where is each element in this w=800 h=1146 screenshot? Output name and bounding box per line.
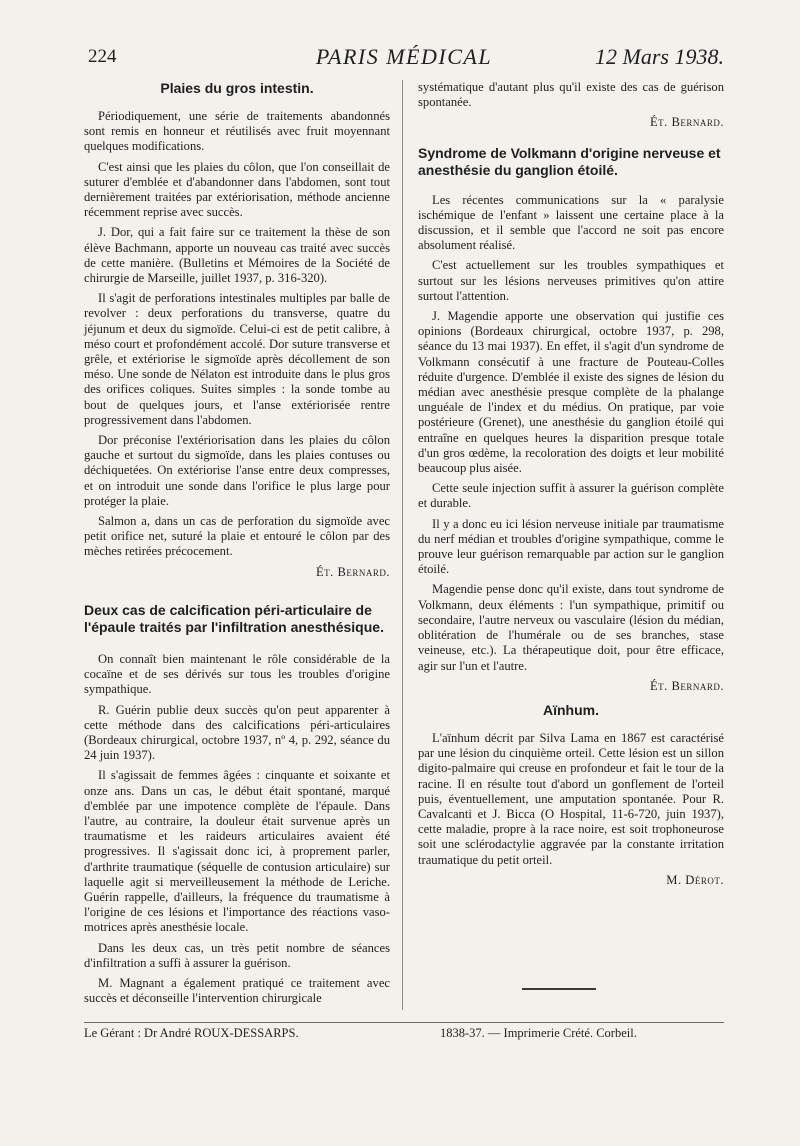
end-rule <box>522 988 596 990</box>
paragraph: J. Dor, qui a fait faire sur ce traitement la thèse de son élève Bachmann, apporte un nouveau cas traité avec succès de cette manière. (Bulletins et Mémoires de la Société de chirurgie de Marseille, juillet 1937, p. 316-320). <box>84 225 390 286</box>
paragraph: Il y a donc eu ici lésion nerveuse initiale par traumatisme du nerf médian et troubles d'origine sympathique, comme le prouve leur guérison remarquable par action sur le ganglion étoilé. <box>418 516 724 577</box>
right-column <box>418 80 724 893</box>
page-number: 224 <box>88 46 117 67</box>
paragraph: L'aïnhum décrit par Silva Lama en 1867 est caractérisé par une lésion du cinquième orteil. Cette lésion est un sillon digito-palmaire qui creuse en profondeur et fait le tour de la racine. Il en résulte tout d'abord un gonflement de l'orteil puis, éventuellement, une amputation spontanée. Pour R. Cavalcanti et J. Bicca (O Hospital, 11-6-720, juin 1937), cette maladie, propre à la race noire, est soit trophoneurose soit une sclérodactylie aggravée par la constante irritation traumatique du petit orteil. <box>418 730 724 867</box>
left-column <box>84 80 390 1011</box>
printer-credit: 1838-37. — Imprimerie Crété. Corbeil. <box>440 1026 637 1040</box>
journal-title: PARIS MÉDICAL <box>315 44 493 69</box>
paragraph: J. Magendie apporte une observation qui justifie ces opinions (Bordeaux chirurgical, octobre 1937, p. 298, séance du 13 mai 1937). En effet, il s'agit d'un syndrome de Volkmann consécutif à une fracture de Pouteau-Colles réduite d'urgence. D'emblée il existe des signes de lésion du médian avec anesthésie presque complète de la phalange unguéale de l'index et du médius. On pratique, par voie postérieure (Grenet), une anesthésie du ganglion étoilé qui entraîne en quelques heures la disparition presque totale d'un gros œdème, la recoloration des doigts et leur mobilité beaucoup plus aisée. <box>418 309 724 476</box>
footer-rule <box>84 1022 724 1023</box>
paragraph: On connaît bien maintenant le rôle considérable de la cocaïne et de ses dérivés sur tous les troubles d'origine sympathique. <box>84 651 390 697</box>
paragraph: C'est ainsi que les plaies du côlon, que l'on conseillait de suturer d'emblée et d'abandonner dans l'abdomen, sont tout dernièrement traitées par extériorisation, méthode ancienne récemment reprise avec succès. <box>84 159 390 220</box>
gerant-credit: Le Gérant : Dr André ROUX-DESSARPS. <box>84 1026 299 1040</box>
author-signature: Ét. Bernard. <box>649 678 724 693</box>
paragraph: Les récentes communications sur la « paralysie ischémique de l'enfant » laissent une certaine place à la discussion, et il semble que l'accord ne soit pas encore absolument réalisé. <box>418 192 724 253</box>
section-title-plaies: Plaies du gros intestin. <box>160 80 314 96</box>
paragraph: Magendie pense donc qu'il existe, dans tout syndrome de Volkmann, deux éléments : l'un sympathique, primitif ou secondaire, l'autre nerveux ou vasculaire (lésion du médian, oblitération de l'humérale ou de ses branches, stase veineuse, etc.). La thérapeutique doit, pour être efficace, agir sur l'un et l'autre. <box>418 582 724 673</box>
paragraph: Il s'agissait de femmes âgées : cinquante et soixante et onze ans. Dans un cas, le début était spontané, marqué d'emblée par une impotence complète de l'épaule. Dans l'autre, au contraire, la douleur était survenue après un traumatisme et les raideurs articulaires avaient été progressives. Il s'agissait donc ici, à proprement parler, d'arthrite traumatique (séquelle de contusion articulaire) sur laquelle agit si merveilleusement la méthode de Leriche. Guérin rappelle, d'ailleurs, la fréquence du traumatisme à l'origine de ces lésions et l'importance des réactions vaso-motrices après anesthésie locale. <box>84 768 390 935</box>
paragraph: Dor préconise l'extériorisation dans les plaies du côlon gauche et surtout du sigmoïde, dans les plaies contuses ou déchiquetées. On extériorise l'anse entre deux compresses, et on introduit une sonde dans l'orifice le plus large pour protéger la plaie. <box>84 433 390 508</box>
issue-date: 12 Mars 1938. <box>595 44 724 69</box>
section-title-calcification: Deux cas de calcification péri-articulaire de l'épaule traités par l'infiltration anesthésique. <box>84 601 384 635</box>
paragraph: C'est actuellement sur les troubles sympathiques et surtout sur les lésions nerveuses primitives qu'on attire surtout l'attention. <box>418 258 724 303</box>
paragraph: Dans les deux cas, un très petit nombre de séances d'infiltration a suffi à assurer la guérison. <box>84 940 390 970</box>
author-signature: M. Dérot. <box>666 872 724 887</box>
paragraph: Il s'agit de perforations intestinales multiples par balle de revolver : deux perforations du transverse, quatre du jéjunum et deux du sigmoïde. Celui-ci est de petit calibre, à méso court et profondément accolé. Dor suture transverse et grêle, et extériorise le sigmoïde après décollement de son méso. Une sonde de Nélaton est introduite dans le plus gros des orifices coliques. Suites simples : la sonde tombe au bout de quelques jours, et l'anse extériorisée rentre progressivement dans l'abdomen. <box>84 291 390 427</box>
paragraph: Salmon a, dans un cas de perforation du sigmoïde avec petit orifice net, suturé la plaie et entouré le côlon par des mèches retirées précocement. <box>84 514 390 559</box>
section-title-ainhum: Aïnhum. <box>543 701 599 718</box>
paragraph-continued: systématique d'autant plus qu'il existe des cas de guérison spontanée. <box>418 80 724 110</box>
paragraph: M. Magnant a également pratiqué ce traitement avec succès et déconseille l'intervention chirurgicale <box>84 975 390 1006</box>
section-title-volkmann: Syndrome de Volkmann d'origine nerveuse et anesthésie du ganglion étoilé. <box>418 144 721 178</box>
paragraph: Périodiquement, une série de traitements abandonnés sont remis en honneur et réutilisés avec fruit moyennant quelques modifications. <box>84 109 390 154</box>
column-divider <box>402 80 403 1010</box>
paragraph: R. Guérin publie deux succès qu'on peut apparenter à cette méthode dans des calcifications péri-articulaires (Bordeaux chirurgical, octobre 1937, nº 4, p. 292, séance du 24 juin 1937). <box>84 702 390 763</box>
author-signature: Ét. Bernard. <box>315 564 390 579</box>
page-header <box>84 44 724 74</box>
paragraph: Cette seule injection suffit à assurer la guérison complète et durable. <box>418 481 724 511</box>
author-signature: Ét. Bernard. <box>649 115 724 130</box>
